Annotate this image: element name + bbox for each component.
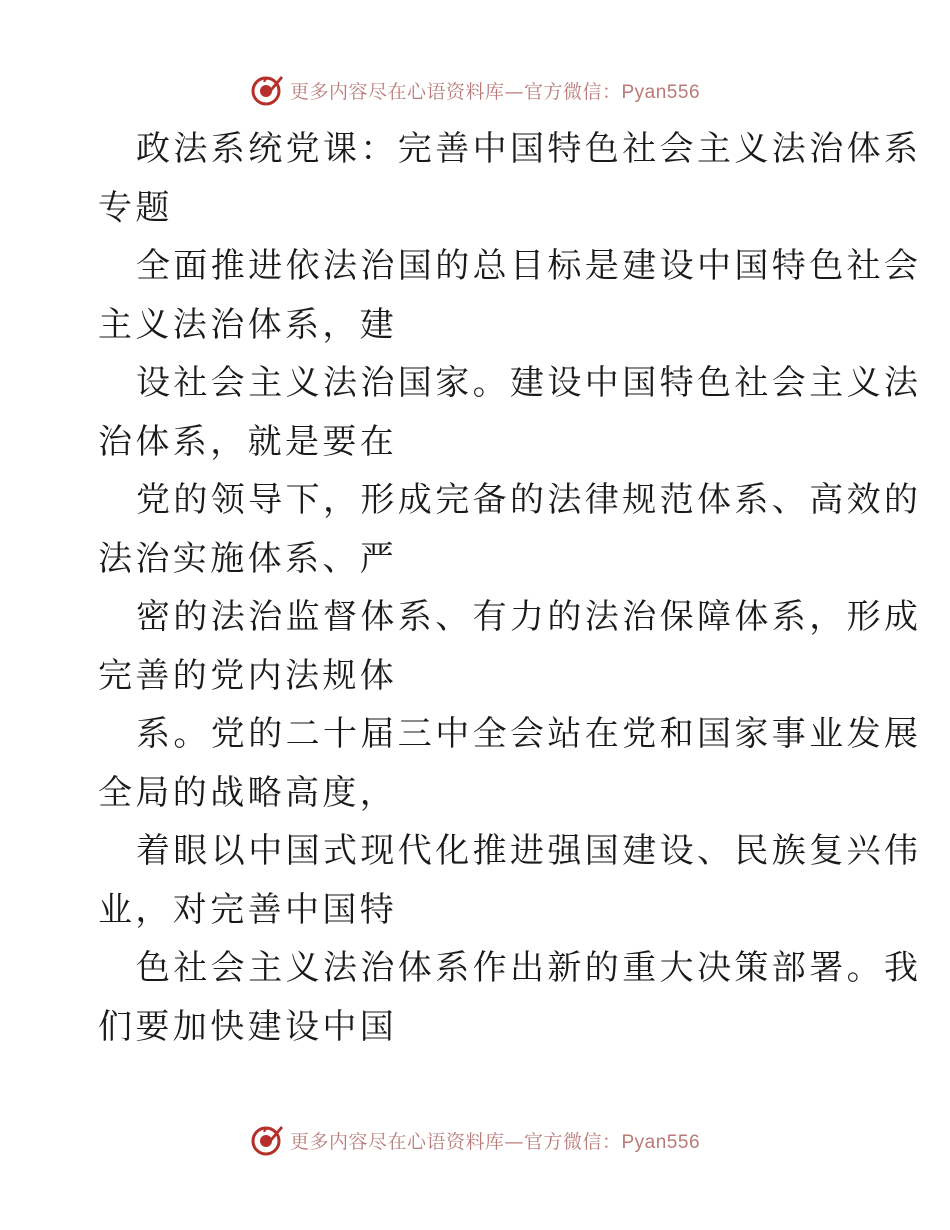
text-line: 全面推进依法治国的总目标是建设中国特色社会 <box>136 246 922 286</box>
text-line: 党的领导下，形成完备的法律规范体系、高效的 <box>136 480 922 520</box>
text-line: 设社会主义法治国家。建设中国特色社会主义法 <box>136 363 922 403</box>
text-line: 专题 <box>98 187 173 228</box>
text-line: 们要加快建设中国 <box>98 1006 398 1047</box>
text-line: 治体系，就是要在 <box>98 421 398 462</box>
text-line: 着眼以中国式现代化推进强国建设、民族复兴伟 <box>136 831 922 871</box>
red-pen-seal-icon <box>250 1123 284 1157</box>
footer-watermark <box>0 1120 950 1160</box>
text-line: 政法系统党课：完善中国特色社会主义法治体系 <box>136 129 922 169</box>
document-body <box>98 120 922 1056</box>
text-line: 全局的战略高度， <box>98 772 398 813</box>
text-line: 密的法治监督体系、有力的法治保障体系，形成 <box>136 597 922 637</box>
header-watermark <box>0 70 950 110</box>
watermark-text: 更多内容尽在心语资料库—官方微信：Pyan556 <box>289 1130 701 1153</box>
text-line: 系。党的二十届三中全会站在党和国家事业发展 <box>136 714 922 754</box>
watermark-text: 更多内容尽在心语资料库—官方微信：Pyan556 <box>289 80 701 103</box>
red-pen-seal-icon <box>250 73 284 107</box>
text-line: 色社会主义法治体系作出新的重大决策部署。我 <box>136 948 922 988</box>
text-line: 法治实施体系、严 <box>98 538 398 579</box>
text-line: 完善的党内法规体 <box>98 655 398 696</box>
text-line: 业，对完善中国特 <box>98 889 398 930</box>
text-line: 主义法治体系，建 <box>98 304 398 345</box>
